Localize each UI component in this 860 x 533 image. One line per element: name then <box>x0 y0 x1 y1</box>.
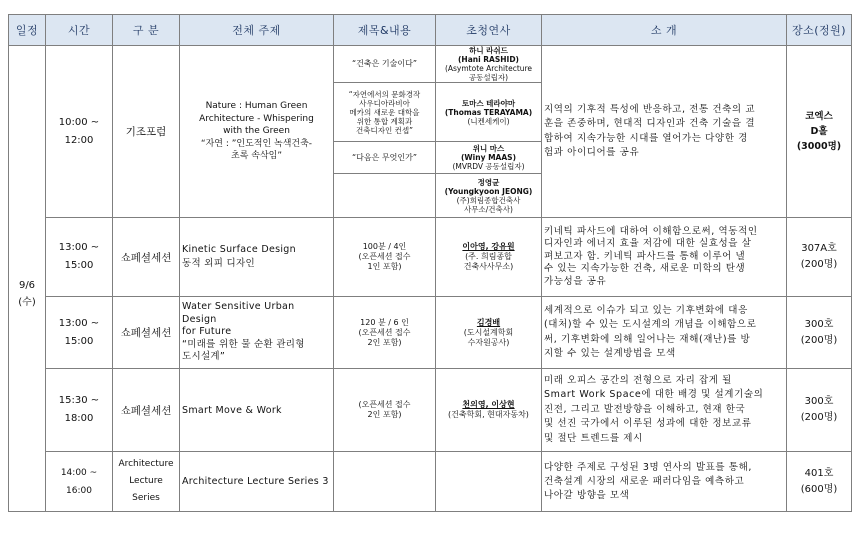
category-cell: 기조포럼 <box>113 46 180 218</box>
intro-cell <box>542 218 787 297</box>
time-cell <box>46 297 113 369</box>
venue-capacity: (200명) <box>800 259 838 270</box>
time-start: 10:00 ~ <box>58 116 100 128</box>
date-day: 9/6 <box>18 279 36 291</box>
time-start: 14:00 ~ <box>60 467 98 478</box>
talk-title-cell: “건축은 기술이다” <box>334 46 436 83</box>
venue-name: 300호 <box>804 318 834 330</box>
intro-cell <box>542 297 787 369</box>
speaker-name: 이아영, 강유원 <box>462 242 515 251</box>
venue-cell <box>787 452 852 512</box>
venue-cell <box>787 369 852 452</box>
theme-line: Water Sensitive Urban Design <box>182 301 295 325</box>
speaker-affiliation: (MVRDV 공동설립자) <box>452 162 525 171</box>
speaker-name: 토마스 테라야마 <box>461 98 516 108</box>
talk-title-line: 메카의 새로운 대학을 <box>349 107 420 117</box>
header-title: 제목&내용 <box>334 15 436 46</box>
speaker-cell <box>436 174 542 218</box>
intro-line: 미래 오피스 공간의 전형으로 자리 잡게 될 <box>544 374 732 386</box>
intro-cell <box>542 46 787 218</box>
intro-line: 건축설계 시장의 새로운 패러다임을 예측하고 <box>544 475 745 487</box>
venue-capacity: (3000명) <box>796 141 842 152</box>
header-date: 일정 <box>9 15 46 46</box>
speaker-affiliation: (도시설계학회 <box>463 327 514 337</box>
time-cell <box>46 369 113 452</box>
speaker-affiliation: 수자원공사) <box>467 337 510 347</box>
intro-line: 써, 기후변화에 의해 일어나는 재해(재난)를 방 <box>544 333 751 345</box>
intro-line: 다양한 주제로 구성된 3명 연사의 발표를 통해, <box>544 461 752 473</box>
header-row <box>9 15 852 46</box>
theme-cell <box>180 297 334 369</box>
speaker-cell <box>436 142 542 174</box>
intro-line: 지역의 기후적 특성에 반응하고, 전통 건축의 교 <box>544 103 756 115</box>
speaker-name-en: (Hani RASHID) <box>458 55 519 64</box>
talk-title-line: 100분 / 4인 <box>362 242 407 251</box>
intro-line: 나아갈 방향을 모색 <box>544 489 630 501</box>
time-end: 15:00 <box>64 260 94 271</box>
table-row <box>9 452 852 512</box>
table-row <box>9 297 852 369</box>
intro-line: 디자인과 에너지 효율 저감에 대한 실효성을 살 <box>544 238 752 250</box>
speaker-cell <box>436 46 542 83</box>
theme-line: with the Green <box>223 126 290 137</box>
header-intro: 소 개 <box>542 15 787 46</box>
theme-cell: Smart Move & Work <box>180 369 334 452</box>
venue-name: 401호 <box>804 467 834 479</box>
intro-line: 세계적으로 이슈가 되고 있는 기후변화에 대응 <box>544 304 748 316</box>
category-cell: 쇼페셜세션 <box>113 297 180 369</box>
venue-cell <box>787 46 852 218</box>
speaker-affiliation: 건축사사무소) <box>463 262 514 271</box>
intro-cell <box>542 452 787 512</box>
speaker-affiliation: 공동설립자) <box>468 73 509 82</box>
intro-line: 합하여 지속가능한 시대를 열어가는 다양한 경 <box>544 132 748 144</box>
theme-line: 초록 속삭임” <box>231 151 282 162</box>
time-start: 13:00 ~ <box>58 317 100 329</box>
talk-title-line: 사우디아라비아 <box>359 98 410 108</box>
talk-title-cell <box>334 369 436 452</box>
talk-title-line: 위한 통합 계획과 <box>356 116 413 126</box>
time-start: 13:00 ~ <box>58 242 100 253</box>
category-line: Architecture <box>118 459 174 469</box>
time-end: 16:00 <box>66 485 92 496</box>
theme-cell <box>180 218 334 297</box>
talk-title-line: (오픈세션 접수 <box>358 252 411 261</box>
theme-line: “자연 : ”인도적인 녹색건축- <box>200 138 313 149</box>
talk-title-line: 2인 포함) <box>367 337 402 347</box>
intro-line: 키네틱 파사드에 대하여 이해함으로써, 역동적인 <box>544 225 758 237</box>
speaker-name: 천의영, 이상현 <box>462 400 515 409</box>
intro-line: 펴보고자 함. 키네틱 파사드를 통해 이루어 낼 <box>544 250 746 262</box>
theme-line: “미래를 위한 물 순환 관리형 <box>182 338 305 350</box>
theme-line: Kinetic Surface Design <box>182 244 296 255</box>
theme-line: for Future <box>182 326 232 338</box>
theme-line: Architecture - Whispering <box>199 113 314 124</box>
venue-capacity: (200명) <box>800 334 838 346</box>
speaker-affiliation: (건축학회, 현대자동차) <box>448 410 529 419</box>
talk-title-line: 건축디자인 컨셉” <box>356 125 413 135</box>
talk-title-cell <box>334 83 436 142</box>
talk-title-line: 1인 포함) <box>367 262 402 271</box>
speaker-name: 하니 라쉬드 <box>469 46 508 55</box>
speaker-cell <box>436 83 542 142</box>
speaker-affiliation: 사무소/건축사) <box>464 204 513 214</box>
category-cell <box>113 452 180 512</box>
speaker-name: 정영균 <box>477 177 500 187</box>
intro-line: 가능성을 공유 <box>544 275 607 287</box>
theme-line: 동적 외피 디자인 <box>182 258 255 269</box>
time-end: 12:00 <box>64 134 94 146</box>
speaker-affiliation: (Asymtote Architecture <box>444 64 533 73</box>
talk-title-cell <box>334 174 436 218</box>
venue-hall: D홀 <box>810 126 828 137</box>
theme-cell <box>180 46 334 218</box>
intro-line: 훈을 존중하며, 현대적 디자인과 건축 기술을 결 <box>544 118 756 129</box>
category-line: Lecture Series <box>129 476 163 503</box>
intro-line: 진전, 그리고 발전방향을 이해하고, 현재 한국 <box>544 403 746 415</box>
speaker-cell <box>436 369 542 452</box>
venue-cell <box>787 297 852 369</box>
header-venue: 장소(정원) <box>787 15 852 46</box>
intro-line: Smart Work Space에 대한 배경 및 설계기술의 <box>544 389 764 401</box>
table-row <box>9 369 852 452</box>
table-row <box>9 46 852 83</box>
talk-title-line: 120 분 / 6 인 <box>360 317 409 327</box>
intro-line: 지할 수 있는 설계방법을 모색 <box>544 348 676 359</box>
speaker-cell <box>436 297 542 369</box>
speaker-cell <box>436 218 542 297</box>
speaker-name-en: (Thomas TERAYAMA) <box>444 107 533 117</box>
table-row <box>9 218 852 297</box>
speaker-name-en: (Winy MAAS) <box>460 153 516 162</box>
venue-cell <box>787 218 852 297</box>
time-cell <box>46 218 113 297</box>
talk-title-line: “자연에서의 문화경작 <box>348 89 421 99</box>
talk-title-cell <box>334 452 436 512</box>
speaker-name: 김경배 <box>476 317 501 327</box>
time-cell <box>46 452 113 512</box>
venue-capacity: (600명) <box>800 483 838 495</box>
date-cell <box>9 46 46 512</box>
speaker-affiliation: (주)희림종합건축사 <box>456 195 521 205</box>
venue-name: 300호 <box>804 396 834 407</box>
speaker-name: 위니 마스 <box>472 144 505 153</box>
date-weekday: (수) <box>18 296 36 308</box>
time-cell <box>46 46 113 218</box>
intro-cell <box>542 369 787 452</box>
talk-title-line: (오픈세션 접수 <box>358 327 411 337</box>
theme-cell: Architecture Lecture Series 3 <box>180 452 334 512</box>
intro-line: 수 있는 지속가능한 건축, 새로운 미학의 탄생 <box>544 263 746 275</box>
header-category: 구 분 <box>113 15 180 46</box>
talk-title-line: 2인 포함) <box>367 410 402 419</box>
speaker-name-en: (Youngkyoon JEONG) <box>444 186 533 196</box>
category-cell: 쇼페셜세션 <box>113 218 180 297</box>
theme-line: 도시설계” <box>182 351 226 363</box>
time-end: 18:00 <box>64 413 94 424</box>
venue-capacity: (200명) <box>800 412 838 423</box>
header-theme: 전체 주제 <box>180 15 334 46</box>
talk-title-cell <box>334 297 436 369</box>
schedule-table <box>8 14 852 512</box>
time-start: 15:30 ~ <box>58 395 100 406</box>
category-cell: 쇼페셜세션 <box>113 369 180 452</box>
venue-name: 코엑스 <box>805 111 833 122</box>
intro-line: 험과 아이디어를 공유 <box>544 147 640 158</box>
header-speaker: 초청연사 <box>436 15 542 46</box>
intro-line: (대처)할 수 있는 도시설계의 개념을 이해함으로 <box>544 319 757 330</box>
venue-name: 307A호 <box>801 243 837 254</box>
speaker-affiliation: (주. 희림종합 <box>465 252 512 261</box>
talk-title-cell <box>334 218 436 297</box>
talk-title-cell: “다음은 무엇인가” <box>334 142 436 174</box>
theme-line: Nature : Human Green <box>205 101 308 112</box>
intro-line: 및 절단 트렌드를 제시 <box>544 432 643 444</box>
speaker-cell <box>436 452 542 512</box>
header-time: 시간 <box>46 15 113 46</box>
time-end: 15:00 <box>64 335 94 347</box>
talk-title-line: (오픈세션 접수 <box>358 400 411 409</box>
speaker-affiliation: (니켄세케이) <box>467 116 510 126</box>
intro-line: 및 선진 국가에서 이루된 성과에 대한 정보교류 <box>544 418 752 430</box>
